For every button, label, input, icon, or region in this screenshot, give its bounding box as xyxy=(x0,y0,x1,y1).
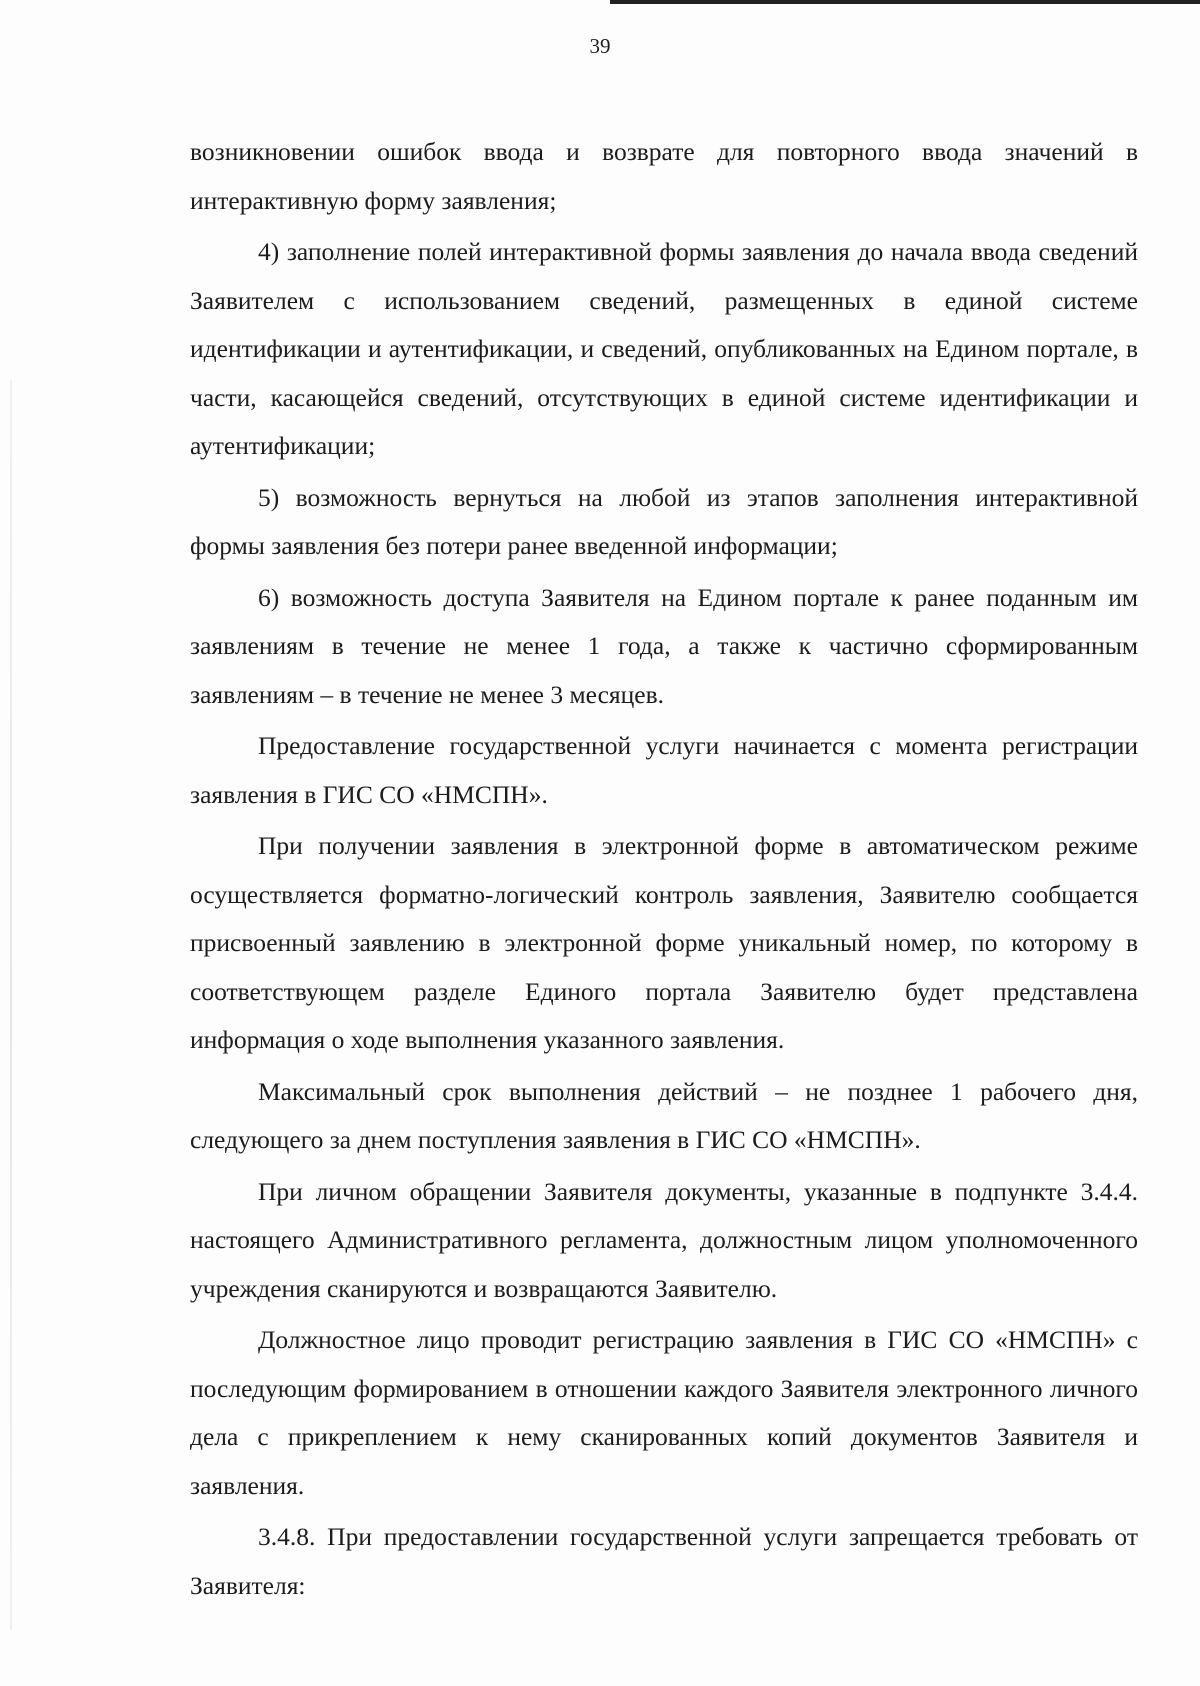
paragraph-3-4-8: 3.4.8. При предоставлении государственной услуги запрещается требовать от Заявителя: xyxy=(190,1522,1138,1600)
document-body xyxy=(190,128,1138,1610)
list-item-5: 5) возможность вернуться на любой из этапов заполнения интерактивной формы заявления без потери ранее введенной информации; xyxy=(190,482,1138,560)
list-item-4: 4) заполнение полей интерактивной формы заявления до начала ввода сведений Заявителем с использованием сведений, размещенных в единой системе идентификации и аутентификации, и сведений, опубликованных на Едином портале, в части, касающейся сведений, отсутствующих в единой системе идентификации и аутентификации; xyxy=(190,237,1138,460)
paragraph-continuation: возникновении ошибок ввода и возврате для повторного ввода значений в интерактивную форму заявления; xyxy=(190,137,1138,215)
paragraph-max-term: Максимальный срок выполнения действий – не позднее 1 рабочего дня, следующего за днем поступления заявления в ГИС СО «НМСПН». xyxy=(190,1076,1138,1154)
paragraph-personal-visit: При личном обращении Заявителя документы, указанные в подпункте 3.4.4. настоящего Административного регламента, должностным лицом уполномоченного учреждения сканируются и возвращаются Заявителю. xyxy=(190,1176,1138,1303)
list-item-6: 6) возможность доступа Заявителя на Едином портале к ранее поданным им заявлениям в течение не менее 1 года, а также к частично сформированным заявлениям – в течение не менее 3 месяцев. xyxy=(190,582,1138,709)
paragraph-service-start: Предоставление государственной услуги начинается с момента регистрации заявления в ГИС СО «НМСПН». xyxy=(190,731,1138,809)
paragraph-electronic-form: При получении заявления в электронной форме в автоматическом режиме осуществляется форматно-логический контроль заявления, Заявителю сообщается присвоенный заявлению в электронной форме уникальный номер, по которому в соответствующем разделе Единого портала Заявителю будет представлена информация о ходе выполнения указанного заявления. xyxy=(190,831,1138,1054)
page-number: 39 xyxy=(589,34,611,58)
top-border-line xyxy=(610,0,1200,4)
paragraph-registration: Должностное лицо проводит регистрацию заявления в ГИС СО «НМСПН» с последующим формированием в отношении каждого Заявителя электронного личного дела с прикреплением к нему сканированных копий документов Заявителя и заявления. xyxy=(190,1325,1138,1500)
scan-edge-shadow xyxy=(10,380,12,1630)
